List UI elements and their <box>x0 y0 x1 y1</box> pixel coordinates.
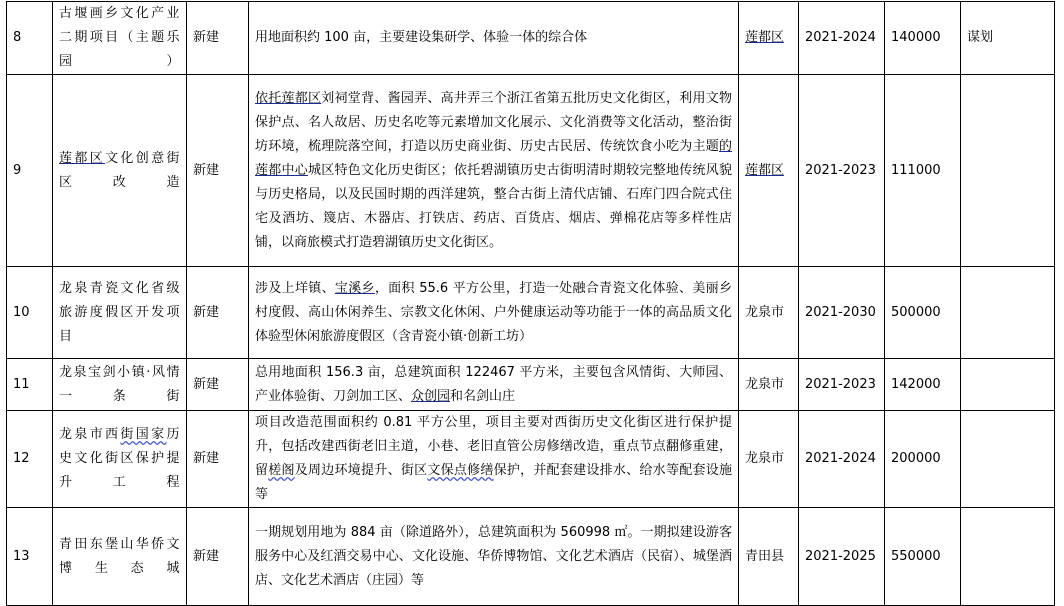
construction-type: 新建 <box>187 508 249 606</box>
construction-type: 新建 <box>187 2 249 75</box>
spellcheck-mark: 槎阁 <box>268 463 295 478</box>
row-number: 10 <box>7 267 53 359</box>
construction-type: 新建 <box>187 75 249 267</box>
investment-amount: 140000 <box>885 2 961 75</box>
project-description: 总用地面积 156.3 亩，总建筑面积 122467 平方米，主要包含风情街、大师园、产业体验街、刀剑加工区、众创园和名剑山庄 <box>249 359 739 411</box>
investment-amount: 142000 <box>885 359 961 411</box>
project-name: 龙泉市西街国家历史文化街区保护提升工程 <box>53 411 187 508</box>
region-link[interactable]: 莲都区 <box>745 30 785 45</box>
construction-period: 2021-2023 <box>799 359 885 411</box>
project-status <box>961 75 1055 267</box>
venue-link[interactable]: 众创园 <box>411 388 451 404</box>
construction-type: 新建 <box>187 267 249 359</box>
project-status <box>961 359 1055 411</box>
construction-type: 新建 <box>187 359 249 411</box>
table-row <box>7 267 1055 359</box>
project-name: 龙泉宝剑小镇·风情一条街 <box>53 359 187 411</box>
region-link[interactable]: 莲都区 <box>745 162 785 178</box>
project-description: 项目改造范围面积约 0.81 平方公里，项目主要对西街历史文化街区进行保护提升，包括改建西街老旧主道，小巷、老旧直管公房修缮改造，重点节点翻修重建，留槎阁及周边环境提升、街区文保点修缮保护，并配套建设排水、给水等配套设施等 <box>249 411 739 508</box>
project-table <box>6 1 1055 606</box>
project-name: 龙泉青瓷文化省级旅游度假区开发项目 <box>53 267 187 359</box>
table-row <box>7 2 1055 75</box>
project-status <box>961 267 1055 359</box>
spellcheck-mark: 街国家 <box>120 427 167 442</box>
project-description: 一期规划用地为 884 亩（除道路外），总建筑面积为 560998 ㎡。一期拟建设游客服务中心及红酒交易中心、文化设施、华侨博物馆、文化艺术酒店（民宿）、城堡酒店、文化艺术酒店（庄园）等 <box>249 508 739 606</box>
region: 龙泉市 <box>739 359 799 411</box>
region: 龙泉市 <box>739 267 799 359</box>
construction-period: 2021-2025 <box>799 508 885 606</box>
district-link[interactable]: 的莲都中心 <box>255 138 732 178</box>
investment-amount: 500000 <box>885 267 961 359</box>
investment-amount: 200000 <box>885 411 961 508</box>
region-link[interactable]: 莲都区 <box>59 150 106 166</box>
table-row <box>7 75 1055 267</box>
construction-period: 2021-2024 <box>799 411 885 508</box>
region: 青田县 <box>739 508 799 606</box>
project-description: 涉及上垟镇、宝溪乡，面积 55.6 平方公里，打造一处融合青瓷文化体验、美丽乡村度假、高山休闲养生、宗教文化休闲、户外健康运动等功能于一体的高品质文化体验型休闲旅游度假区（含青瓷小镇·创新工坊） <box>249 267 739 359</box>
project-name: 莲都区文化创意街区改造 <box>53 75 187 267</box>
project-name: 青田东堡山华侨文博生态城 <box>53 508 187 606</box>
construction-type: 新建 <box>187 411 249 508</box>
investment-amount: 111000 <box>885 75 961 267</box>
project-status: 谋划 <box>961 2 1055 75</box>
project-name: 古堰画乡文化产业二期项目（主题乐园） <box>53 2 187 75</box>
construction-period: 2021-2023 <box>799 75 885 267</box>
row-number: 13 <box>7 508 53 606</box>
project-description: 用地面积约 100 亩，主要建设集研学、体验一体的综合体 <box>249 2 739 75</box>
construction-period: 2021-2024 <box>799 2 885 75</box>
row-number: 8 <box>7 2 53 75</box>
row-number: 11 <box>7 359 53 411</box>
table-row <box>7 508 1055 606</box>
township-link[interactable]: 宝溪乡 <box>334 280 375 296</box>
project-status <box>961 411 1055 508</box>
table-row <box>7 359 1055 411</box>
spellcheck-mark: 文保点修缮 <box>427 463 494 478</box>
region: 龙泉市 <box>739 411 799 508</box>
region-link[interactable]: 依托莲都区 <box>255 90 322 106</box>
investment-amount: 550000 <box>885 508 961 606</box>
table-row <box>7 411 1055 508</box>
row-number: 12 <box>7 411 53 508</box>
project-description: 依托莲都区刘祠堂背、酱园弄、高井弄三个浙江省第五批历史文化街区，利用文物保护点、名人故居、历史名吃等元素增加文化展示、文化消费等文化活动，整治街坊环境，梳理院落空间，打造以历史商业街、历史古民居、传统饮食小吃为主题的莲都中心城区特色文化历史街区；依托碧湖镇历史古街明清时期较完整地传统风貌与历史格局，以及民国时期的西洋建筑，整合古街上清代店铺、石库门四合院式住宅及酒坊、篾店、木器店、打铁店、药店、百货店、烟店、弹棉花店等多样性店铺，以商旅模式打造碧湖镇历史文化街区。 <box>249 75 739 267</box>
row-number: 9 <box>7 75 53 267</box>
construction-period: 2021-2030 <box>799 267 885 359</box>
project-status <box>961 508 1055 606</box>
